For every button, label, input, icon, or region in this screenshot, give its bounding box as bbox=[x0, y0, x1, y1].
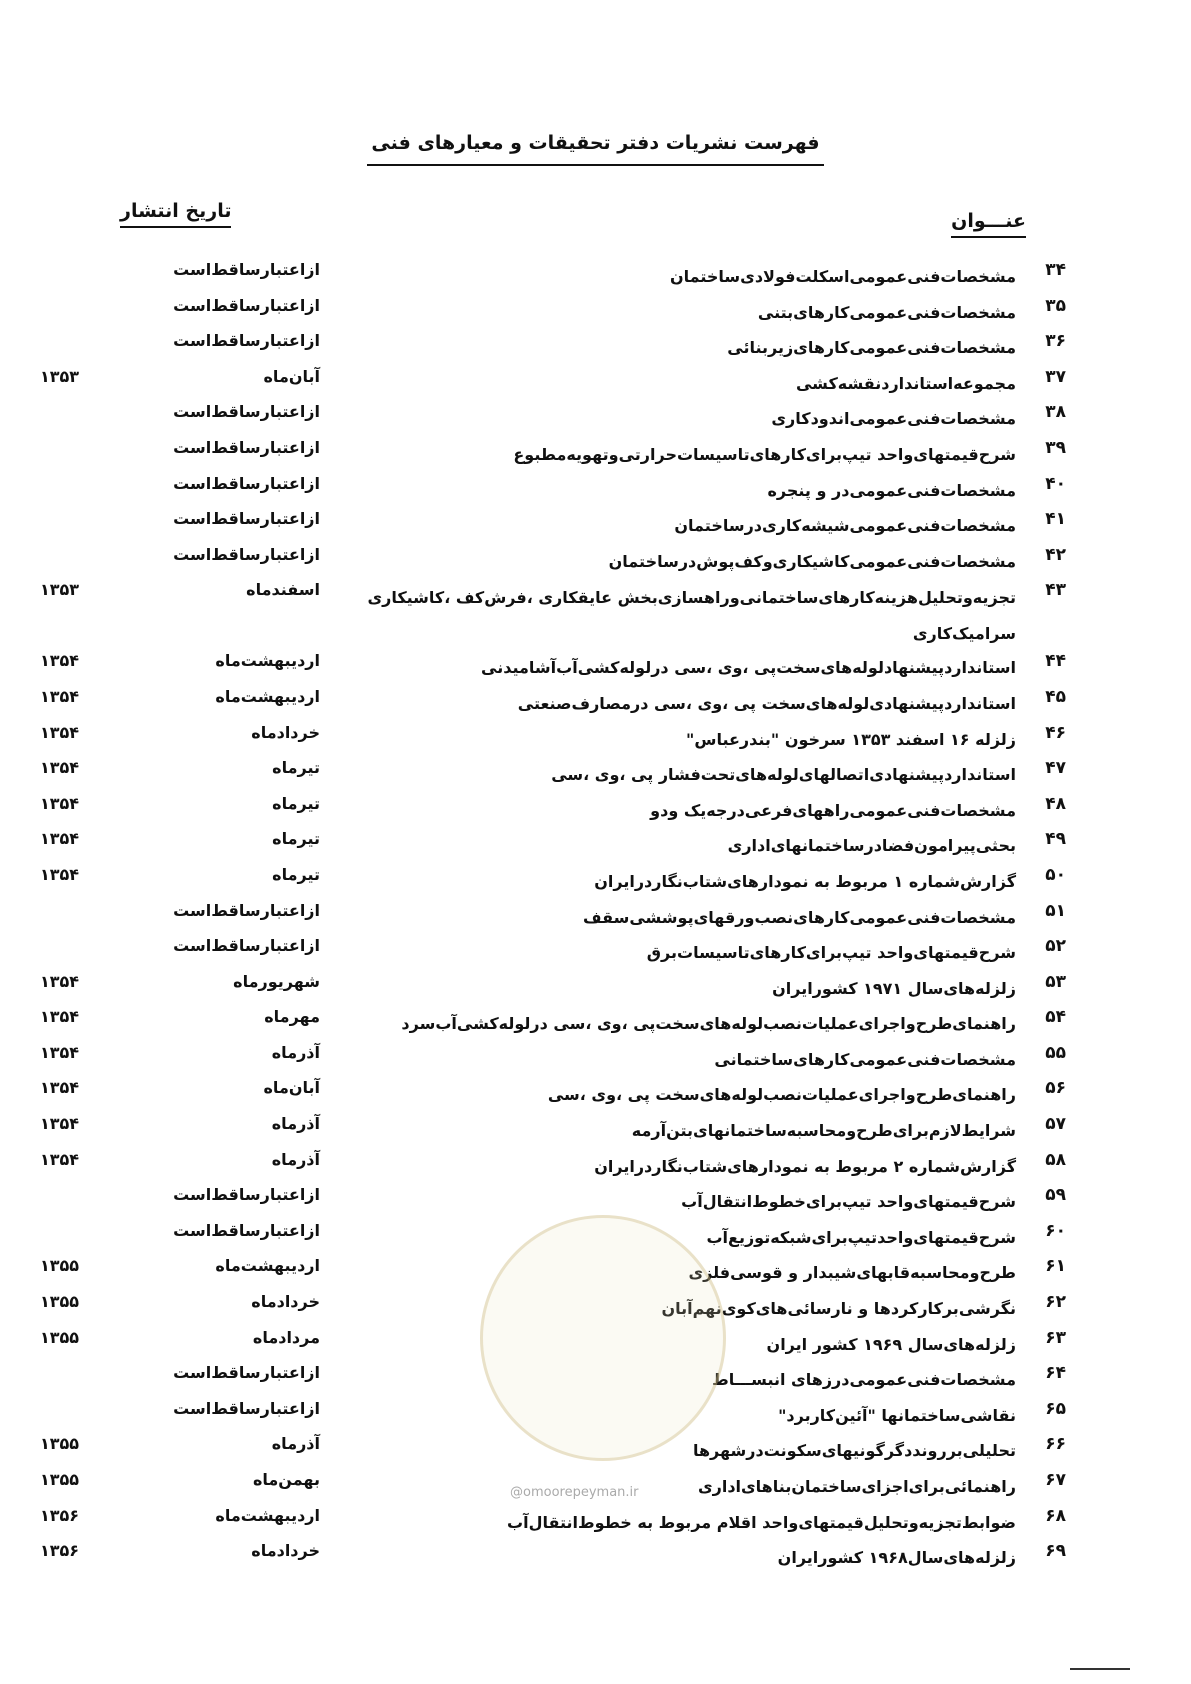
item-title: نگرشی‌برکارکردها و نارسائی‌های‌کوی‌نهم‌آبان bbox=[661, 1299, 1016, 1319]
item-number: ۴۳ bbox=[1045, 580, 1066, 601]
item-title: راهنمائی‌برای‌اجزای‌ساختمان‌بناهای‌اداری bbox=[697, 1477, 1016, 1496]
item-month: بهمن‌ماه bbox=[252, 1470, 320, 1489]
list-item bbox=[0, 758, 1191, 794]
item-year: ۱۳۵۵ bbox=[40, 1256, 80, 1276]
item-month: آبان‌ماه bbox=[263, 1078, 320, 1098]
item-number: ۴۰ bbox=[1045, 473, 1066, 494]
item-number: ۳۶ bbox=[1045, 331, 1066, 352]
item-title: راهنمای‌طرح‌واجرای‌عملیات‌نصب‌لوله‌های‌سخت پی ،وی ،سی bbox=[547, 1085, 1016, 1105]
item-number: ۵۹ bbox=[1045, 1185, 1066, 1206]
item-year: ۱۳۵۵ bbox=[40, 1327, 80, 1347]
item-title: گزارش‌شماره ۲ مربوط به نمودارهای‌شتاب‌نگاردرایران bbox=[594, 1156, 1016, 1176]
item-number: ۳۷ bbox=[1045, 366, 1066, 387]
item-month: مردادماه bbox=[252, 1327, 320, 1347]
item-number: ۴۶ bbox=[1045, 722, 1066, 743]
item-title: استاندارد‌پیشنهادلوله‌های‌سخت‌پی ،وی ،سی درلوله‌کشی‌آب‌آشامیدنی bbox=[481, 658, 1016, 678]
item-title: شرح‌قیمتهای‌واحد تیپ‌برای‌کارهای‌تاسیسات‌برق bbox=[646, 943, 1016, 963]
item-number: ۳۸ bbox=[1045, 402, 1066, 423]
item-month: آذرماه bbox=[271, 1114, 320, 1134]
list-item bbox=[0, 331, 1191, 367]
item-year: ۱۳۵۴ bbox=[40, 1114, 80, 1134]
item-number: ۶۷ bbox=[1045, 1470, 1066, 1490]
item-title: ضوابط‌تجزیه‌وتحلیل‌قیمتهای‌واحد اقلام مربوط به خطوط‌انتقال‌آب bbox=[507, 1512, 1016, 1532]
list-item bbox=[0, 865, 1191, 901]
item-number: ۶۱ bbox=[1045, 1256, 1066, 1277]
item-number: ۳۴ bbox=[1045, 260, 1066, 280]
item-month: ازاعتبارساقط‌است bbox=[173, 260, 320, 279]
item-month: ازاعتبارساقط‌است bbox=[173, 1185, 320, 1205]
item-number: ۶۰ bbox=[1045, 1220, 1066, 1241]
list-item bbox=[0, 972, 1191, 1008]
item-title: نقاشی‌ساختمانها "آئین‌کاربرد" bbox=[778, 1405, 1016, 1425]
item-month: تیرماه bbox=[272, 829, 320, 849]
item-number: ۶۵ bbox=[1045, 1398, 1066, 1419]
list-item bbox=[0, 438, 1191, 474]
item-month: اردیبهشت‌ماه bbox=[215, 651, 320, 671]
item-month: ازاعتبارساقط‌است bbox=[173, 1398, 320, 1418]
item-number: ۶۶ bbox=[1045, 1434, 1066, 1455]
page-title bbox=[0, 132, 1191, 154]
list-item bbox=[0, 1007, 1191, 1043]
item-month: ازاعتبارساقط‌است bbox=[173, 295, 320, 315]
item-title: گزارش‌شماره ۱ مربوط به نمودارهای‌شتاب‌نگاردرایران bbox=[594, 871, 1016, 891]
item-number: ۵۲ bbox=[1045, 936, 1066, 957]
item-month: ازاعتبارساقط‌است bbox=[173, 936, 320, 956]
item-title: تحلیلی‌برروندد‌گرگونیهای‌سکونت‌درشهرها bbox=[692, 1441, 1016, 1461]
list-item bbox=[0, 580, 1191, 651]
item-title: مشخصات‌فنی‌عمومی‌درزهای انبســـاط bbox=[712, 1370, 1016, 1390]
watermark-text: @omoorepeyman.ir bbox=[510, 1485, 639, 1500]
item-month: ازاعتبارساقط‌است bbox=[173, 900, 320, 920]
item-title: زلزله‌های‌سال ۱۹۷۱ کشورایران bbox=[772, 978, 1016, 998]
item-number: ۵۴ bbox=[1045, 1007, 1066, 1028]
item-month: شهریورماه bbox=[233, 971, 320, 991]
item-number: ۶۳ bbox=[1045, 1327, 1066, 1348]
item-year: ۱۳۵۶ bbox=[40, 1541, 80, 1561]
list-item bbox=[0, 829, 1191, 865]
list-item bbox=[0, 1150, 1191, 1186]
item-title: زلزله ۱۶ اسفند ۱۳۵۳ سرخون "بندرعباس" bbox=[686, 729, 1016, 749]
item-month: اردیبهشت‌ماه bbox=[215, 1505, 320, 1525]
item-title: مشخصات‌فنی‌عمومی‌کارهای‌بتنی bbox=[757, 302, 1016, 322]
item-number: ۴۸ bbox=[1045, 793, 1066, 814]
item-year: ۱۳۵۴ bbox=[40, 1042, 80, 1062]
item-title: شرح‌قیمتهای‌واحد تیپ‌برای‌کارهای‌تاسیسات‌حرارتی‌وتهویه‌مطبوع bbox=[513, 444, 1016, 464]
list-item bbox=[0, 474, 1191, 510]
item-number: ۳۵ bbox=[1045, 295, 1066, 316]
item-year: ۱۳۵۳ bbox=[40, 366, 80, 386]
item-month: ازاعتبارساقط‌است bbox=[173, 509, 320, 529]
item-number: ۶۲ bbox=[1045, 1292, 1066, 1313]
item-year: ۱۳۵۴ bbox=[40, 651, 80, 671]
item-title: مشخصات‌فنی‌عمومی‌راههای‌فرعی‌درجه‌یک ودو bbox=[650, 800, 1016, 820]
item-number: ۵۱ bbox=[1045, 900, 1066, 921]
item-month: تیرماه bbox=[272, 793, 320, 813]
item-month: مهرماه bbox=[264, 1007, 320, 1027]
item-number: ۴۵ bbox=[1045, 686, 1066, 707]
list-item bbox=[0, 296, 1191, 332]
item-month: ازاعتبارساقط‌است bbox=[173, 473, 320, 493]
item-title: مشخصات‌فنی‌عمومی‌در و پنجره bbox=[767, 480, 1016, 500]
item-title: مشخصات‌فنی‌عمومی‌کارهای‌زیربنائی bbox=[727, 338, 1016, 358]
list-item bbox=[0, 1541, 1191, 1577]
item-year: ۱۳۵۵ bbox=[40, 1292, 80, 1312]
item-title: استاندارد‌پیشنهادی‌لوله‌های‌سخت پی ،وی ،سی درمصارف‌صنعتی bbox=[517, 693, 1016, 713]
item-title: مشخصات‌فنی‌عمومی‌کارهای‌ساختمانی bbox=[714, 1049, 1016, 1069]
item-month: آذرماه bbox=[271, 1042, 320, 1062]
list-item bbox=[0, 936, 1191, 972]
item-month: خردادماه bbox=[251, 1292, 320, 1312]
item-year: ۱۳۵۴ bbox=[40, 1149, 80, 1169]
item-number: ۴۷ bbox=[1045, 758, 1066, 779]
item-year: ۱۳۵۴ bbox=[40, 793, 80, 813]
item-year: ۱۳۵۴ bbox=[40, 722, 80, 742]
list-item bbox=[0, 1078, 1191, 1114]
list-item bbox=[0, 723, 1191, 759]
list-item bbox=[0, 260, 1191, 296]
item-month: ازاعتبارساقط‌است bbox=[173, 544, 320, 564]
item-month: آذرماه bbox=[271, 1434, 320, 1454]
item-title: تجزیه‌وتحلیل‌هزینه‌کارهای‌ساختمانی‌وراهسازی‌بخش عایقکاری ،فرش‌کف ،کاشیکاری سرامیک‌کاری bbox=[367, 588, 1016, 644]
item-month: ازاعتبارساقط‌است bbox=[173, 1363, 320, 1383]
item-title: طرح‌ومحاسبه‌قابهای‌شیبدار و قوسی‌فلزی bbox=[688, 1263, 1016, 1283]
item-year: ۱۳۵۴ bbox=[40, 1007, 80, 1027]
column-heading-date: تاریخ انتشار bbox=[120, 200, 231, 228]
list-item bbox=[0, 794, 1191, 830]
item-number: ۶۴ bbox=[1045, 1363, 1066, 1384]
item-month: تیرماه bbox=[272, 758, 320, 778]
item-month: ازاعتبارساقط‌است bbox=[173, 1220, 320, 1240]
item-number: ۵۶ bbox=[1045, 1078, 1066, 1099]
list-item bbox=[0, 1043, 1191, 1079]
item-title: استاندارد‌پیشنهادی‌اتصالهای‌لوله‌های‌تحت‌فشار پی ،وی ،سی bbox=[551, 765, 1016, 785]
item-title: شرح‌قیمتهای‌واحدتیپ‌برای‌شبکه‌توزیع‌آب bbox=[706, 1227, 1016, 1247]
item-title: زلزله‌های‌سال‌۱۹۶۸ کشورایران bbox=[777, 1548, 1016, 1568]
item-title: مشخصات‌فنی‌عمومی‌شیشه‌کاری‌درساختمان bbox=[674, 516, 1016, 536]
item-number: ۵۰ bbox=[1045, 864, 1066, 885]
list-item bbox=[0, 509, 1191, 545]
item-title: مجموعه‌استاندارد‌نقشه‌کشی bbox=[795, 373, 1016, 393]
item-month: خردادماه bbox=[251, 1541, 320, 1561]
list-item bbox=[0, 402, 1191, 438]
item-title: مشخصات‌فنی‌عمومی‌اسکلت‌فولادی‌ساختمان bbox=[669, 267, 1016, 286]
item-number: ۵۸ bbox=[1045, 1149, 1066, 1170]
page-title-text: فهرست نشریات دفتر تحقیقات و معیارهای فنی bbox=[367, 132, 823, 166]
item-number: ۴۱ bbox=[1045, 509, 1066, 530]
item-title: مشخصات‌فنی‌عمومی‌اندودکاری bbox=[771, 409, 1016, 429]
item-year: ۱۳۵۴ bbox=[40, 829, 80, 849]
item-year: ۱۳۵۵ bbox=[40, 1470, 80, 1489]
item-month: تیرماه bbox=[272, 864, 320, 884]
item-month: اردیبهشت‌ماه bbox=[215, 1256, 320, 1276]
list-item bbox=[0, 545, 1191, 581]
item-month: اسفندماه bbox=[246, 580, 320, 600]
item-number: ۴۲ bbox=[1045, 544, 1066, 565]
item-year: ۱۳۵۳ bbox=[40, 580, 80, 600]
item-title: راهنمای‌طرح‌واجرای‌عملیات‌نصب‌لوله‌های‌سخت‌پی ،وی ،سی درلوله‌کشی‌آب‌سرد bbox=[401, 1014, 1016, 1034]
item-month: ازاعتبارساقط‌است bbox=[173, 437, 320, 457]
item-year: ۱۳۵۴ bbox=[40, 686, 80, 706]
watermark-seal bbox=[480, 1215, 726, 1461]
list-item bbox=[0, 367, 1191, 403]
item-title: شرایط‌لازم‌برای‌طرح‌ومحاسبه‌ساختمانهای‌بتن‌آرمه bbox=[631, 1121, 1016, 1141]
item-title: بحثی‌پیرامون‌فضادرساختمانهای‌اداری bbox=[727, 836, 1016, 856]
item-title: زلزله‌های‌سال ۱۹۶۹ کشور ایران bbox=[766, 1334, 1016, 1354]
list-item bbox=[0, 1114, 1191, 1150]
item-year: ۱۳۵۴ bbox=[40, 971, 80, 991]
item-number: ۶۸ bbox=[1045, 1505, 1066, 1526]
item-month: ازاعتبارساقط‌است bbox=[173, 402, 320, 422]
column-heading-title: عنـــوان bbox=[951, 210, 1026, 238]
item-number: ۶۹ bbox=[1045, 1541, 1066, 1562]
item-year: ۱۳۵۶ bbox=[40, 1505, 80, 1525]
item-month: خردادماه bbox=[251, 722, 320, 742]
item-month: آذرماه bbox=[271, 1149, 320, 1169]
list-item bbox=[0, 901, 1191, 937]
item-number: ۵۳ bbox=[1045, 971, 1066, 992]
list-item bbox=[0, 687, 1191, 723]
footer-rule bbox=[1070, 1668, 1130, 1670]
item-year: ۱۳۵۵ bbox=[40, 1434, 80, 1454]
item-number: ۴۴ bbox=[1045, 651, 1066, 672]
item-year: ۱۳۵۴ bbox=[40, 864, 80, 884]
item-title: مشخصات‌فنی‌عمومی‌کاشیکاری‌وکف‌پوش‌درساختمان bbox=[608, 551, 1016, 571]
item-title: شرح‌قیمتهای‌واحد تیپ‌برای‌خطوط‌انتقال‌آب bbox=[681, 1192, 1016, 1212]
item-month: ازاعتبارساقط‌است bbox=[173, 331, 320, 351]
list-item bbox=[0, 1506, 1191, 1542]
item-number: ۵۷ bbox=[1045, 1114, 1066, 1135]
item-year: ۱۳۵۴ bbox=[40, 758, 80, 778]
list-item bbox=[0, 651, 1191, 687]
item-title: مشخصات‌فنی‌عمومی‌کارهای‌نصب‌ورقهای‌پوششی‌سقف bbox=[583, 907, 1016, 927]
item-number: ۵۵ bbox=[1045, 1042, 1066, 1063]
item-number: ۴۹ bbox=[1045, 829, 1066, 850]
item-month: اردیبهشت‌ماه bbox=[215, 686, 320, 706]
item-month: آبان‌ماه bbox=[263, 366, 320, 386]
item-year: ۱۳۵۴ bbox=[40, 1078, 80, 1098]
item-number: ۳۹ bbox=[1045, 437, 1066, 458]
